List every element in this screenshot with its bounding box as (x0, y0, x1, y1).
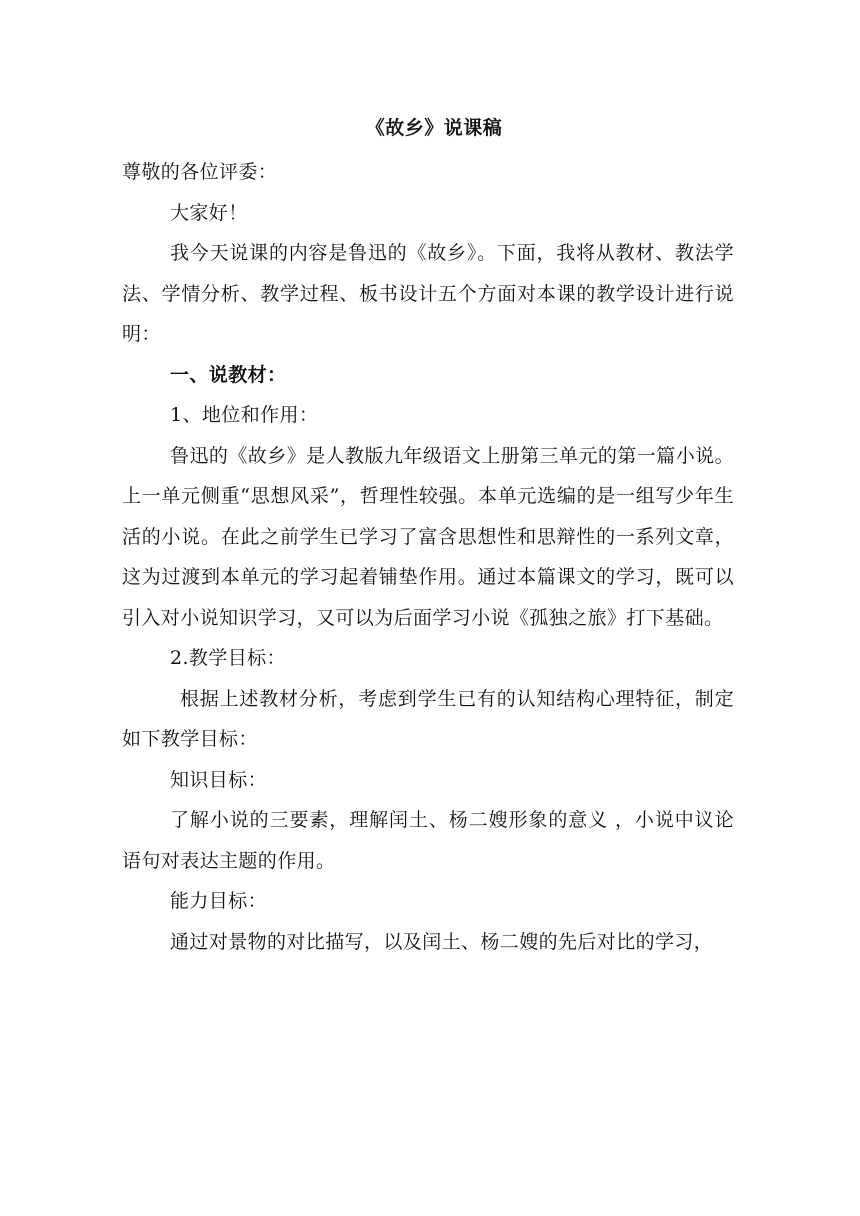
greeting: 大家好！ (170, 201, 248, 224)
section-heading-textbook: 一、说教材： (170, 363, 287, 386)
salutation: 尊敬的各位评委： (122, 161, 278, 183)
subheading-knowledge-goals: 知识目标： (170, 768, 268, 791)
subheading-teaching-goals: 2.教学目标： (170, 647, 286, 669)
knowledge-goals-paragraph: 了解小说的三要素，理解闰土、杨二嫂形象的意义 ，小说中议论语句对表达主题的作用。 (122, 809, 734, 872)
position-role-paragraph: 鲁迅的《故乡》是人教版九年级语文上册第三单元的第一篇小说。上一单元侧重“思想风采”，哲理性较强。本单元选编的是一组写少年生活的小说。在此之前学生已学习了富含思想性和思辩性的一系列文章，这为过渡到本单元的学习起着铺垫作用。通过本篇课文的学习，既可以引入对小说知识学习，又可以为后面学习小说《孤独之旅》打下基础。 (122, 444, 734, 629)
intro-paragraph: 我今天说课的内容是鲁迅的《故乡》。下面，我将从教材、教法学法、学情分析、教学过程、板书设计五个方面对本课的教学设计进行说明： (122, 242, 734, 345)
teaching-goals-paragraph: 根据上述教材分析，考虑到学生已有的认知结构心理特征，制定如下教学目标： (122, 687, 734, 750)
subheading-position-role: 1、地位和作用： (170, 404, 319, 426)
ability-goals-paragraph: 通过对景物的对比描写，以及闰土、杨二嫂的先后对比的学习， (170, 930, 714, 953)
document-body (122, 152, 734, 962)
subheading-ability-goals: 能力目标： (170, 890, 268, 912)
document-title: 《故乡》说课稿 (365, 117, 503, 139)
